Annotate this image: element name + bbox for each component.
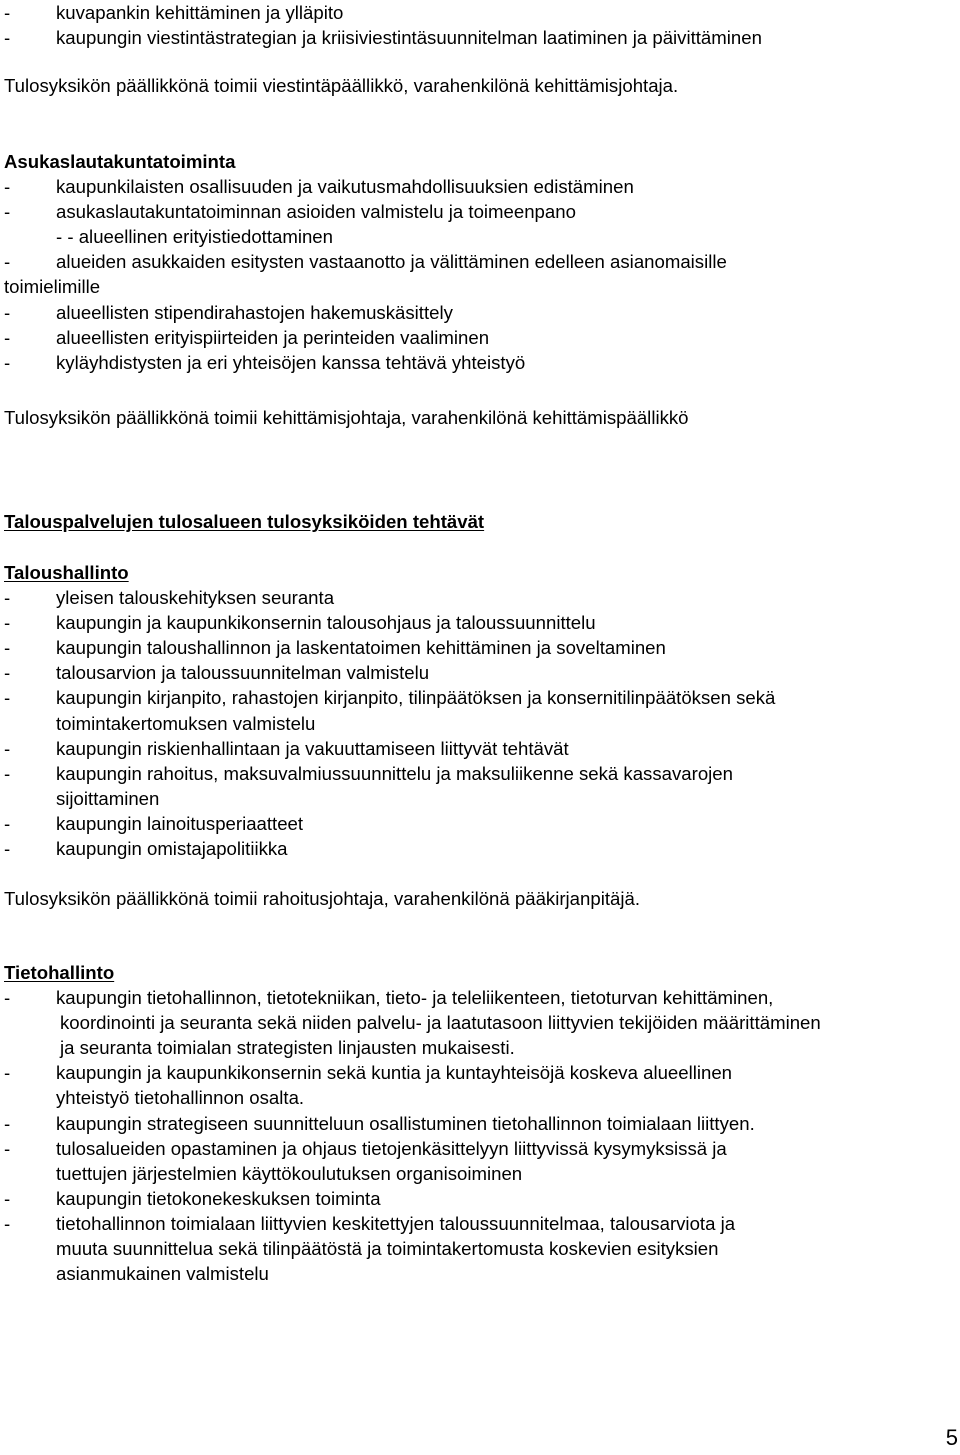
list-dash: -: [4, 2, 11, 23]
list-item-text: kaupungin taloushallinnon ja laskentatoimen kehittäminen ja soveltaminen: [56, 637, 666, 659]
list-dash: -: [4, 27, 11, 49]
list-item-text: kaupungin rahoitus, maksuvalmiussuunnittelu ja maksuliikenne sekä kassavarojen: [56, 762, 733, 784]
page-number: 5: [945, 1425, 958, 1450]
taloushallinto-note: [4, 886, 956, 911]
section-heading: Tietohallinto: [4, 962, 115, 983]
list-item: [4, 174, 956, 199]
list-item-continuation: koordinointi ja seuranta sekä niiden palvelu- ja laatutasoon liittyvien tekijöiden määrittäminen: [60, 1012, 821, 1034]
list-dash: -: [4, 351, 11, 373]
section-title: Talouspalvelujen tulosalueen tulosyksiköiden tehtävät: [4, 511, 485, 532]
list-item-text: alueellisten stipendirahastojen hakemuskäsittely: [56, 301, 453, 323]
list-item-continuation: toimielimille: [4, 276, 101, 298]
list-dash: -: [4, 838, 11, 860]
list-dash: -: [4, 201, 11, 223]
list-dash: -: [4, 987, 11, 1009]
list-item: [4, 1186, 956, 1211]
list-item-text: kaupungin tietohallinnon, tietotekniikan, tieto- ja teleliikenteen, tietoturvan kehittäminen,: [56, 987, 774, 1009]
list-dash: -: [4, 737, 11, 759]
list-item-text: kaupungin riskienhallintaan ja vakuuttamiseen liittyvät tehtävät: [56, 737, 569, 759]
list-dash: -: [4, 326, 11, 348]
list-dash: -: [4, 301, 11, 323]
talous-title-block: [4, 509, 956, 534]
list-item: [4, 1136, 956, 1161]
list-item-text: kaupungin viestintästrategian ja kriisiviestintäsuunnitelman laatiminen ja päivittäminen: [56, 27, 762, 49]
list-item: [4, 1060, 956, 1085]
list-item: [4, 736, 956, 761]
list-dash: -: [4, 1062, 11, 1084]
list-dash: -: [4, 812, 11, 834]
list-item: [4, 635, 956, 660]
section-heading: Asukaslautakuntatoiminta: [4, 151, 236, 172]
list-item-text: kaupungin kirjanpito, rahastojen kirjanpito, tilinpäätöksen ja konsernitilinpäätöksen sekä: [56, 687, 776, 709]
list-item-text: kaupungin ja kaupunkikonsernin talousohjaus ja taloussuunnittelu: [56, 612, 596, 634]
list-dash: -: [4, 251, 11, 273]
list-item-text: alueiden asukkaiden esitysten vastaanotto ja välittäminen edelleen asianomaisille: [56, 251, 727, 273]
list-item: [4, 761, 956, 786]
list-item-text: kyläyhdistysten ja eri yhteisöjen kanssa tehtävä yhteistyö: [56, 351, 526, 373]
list-item-text: asukaslautakuntatoiminnan asioiden valmistelu ja toimeenpano: [56, 201, 576, 223]
list-item-continuation: yhteistyö tietohallinnon osalta.: [56, 1087, 305, 1109]
list-dash: -: [4, 587, 11, 609]
list-dash: -: [4, 687, 11, 709]
list-item: [4, 685, 956, 710]
list-item-text: kuvapankin kehittäminen ja ylläpito: [56, 2, 344, 23]
top-list: [4, 0, 956, 50]
list-dash: -: [4, 662, 11, 684]
taloushallinto-section: [4, 560, 956, 861]
list-item: [4, 610, 956, 635]
list-item: [4, 1211, 956, 1236]
list-dash: -: [4, 1112, 11, 1134]
list-item: [4, 25, 956, 50]
sub-list-item: - - alueellinen erityistiedottaminen: [56, 226, 333, 248]
list-item-continuation: muuta suunnittelua sekä tilinpäätöstä ja toimintakertomusta koskevien esityksien: [56, 1238, 719, 1260]
list-item-text: yleisen talouskehityksen seuranta: [56, 587, 335, 609]
list-item-text: alueellisten erityispiirteiden ja perinteiden vaaliminen: [56, 326, 490, 348]
responsibility-note: Tulosyksikön päällikkönä toimii rahoitusjohtaja, varahenkilönä pääkirjanpitäjä.: [4, 888, 640, 909]
list-item: [4, 585, 956, 610]
list-item: [4, 300, 956, 325]
asukas-note: [4, 405, 956, 430]
list-item: [4, 1111, 956, 1136]
list-item-text: kaupunkilaisten osallisuuden ja vaikutusmahdollisuuksien edistäminen: [56, 176, 634, 198]
list-item-continuation: ja seuranta toimialan strategisten linjausten mukaisesti.: [60, 1037, 515, 1059]
list-item: [4, 350, 956, 375]
list-item: [4, 325, 956, 350]
list-item-continuation: asianmukainen valmistelu: [56, 1263, 269, 1285]
list-item-text: tietohallinnon toimialaan liittyvien keskitettyjen taloussuunnitelmaa, talousarviota ja: [56, 1212, 736, 1234]
asukas-section: [4, 149, 956, 375]
list-item-text: tulosalueiden opastaminen ja ohjaus tietojenkäsittelyyn liittyvissä kysymyksissä ja: [56, 1137, 727, 1159]
list-item-text: talousarvion ja taloussuunnitelman valmistelu: [56, 662, 430, 684]
top-note: [4, 73, 956, 98]
list-item-text: kaupungin lainoitusperiaatteet: [56, 812, 304, 834]
list-item-text: kaupungin omistajapolitiikka: [56, 838, 288, 860]
list-item: [4, 811, 956, 836]
list-item-continuation: toimintakertomuksen valmistelu: [56, 712, 316, 734]
list-item-text: kaupungin tietokonekeskuksen toiminta: [56, 1187, 381, 1209]
section-heading: Taloushallinto: [4, 562, 129, 583]
list-item-continuation: sijoittaminen: [56, 787, 160, 809]
list-item-text: kaupungin strategiseen suunnitteluun osallistuminen tietohallinnon toimialaan liittyen.: [56, 1112, 755, 1134]
list-item: [4, 836, 956, 861]
list-dash: -: [4, 1187, 11, 1209]
responsibility-note: Tulosyksikön päällikkönä toimii viestintäpäällikkö, varahenkilönä kehittämisjohtaja.: [4, 75, 679, 96]
list-dash: -: [4, 637, 11, 659]
list-dash: -: [4, 612, 11, 634]
list-dash: -: [4, 1212, 11, 1234]
list-item-continuation: tuettujen järjestelmien käyttökoulutuksen organisoiminen: [56, 1162, 523, 1184]
list-dash: -: [4, 1137, 11, 1159]
tietohallinto-section: [4, 960, 956, 1286]
list-item: [4, 660, 956, 685]
responsibility-note: Tulosyksikön päällikkönä toimii kehittämisjohtaja, varahenkilönä kehittämispäällikkö: [4, 407, 689, 428]
list-dash: -: [4, 762, 11, 784]
list-item: [4, 985, 956, 1010]
list-dash: -: [4, 176, 11, 198]
list-item-text: kaupungin ja kaupunkikonsernin sekä kuntia ja kuntayhteisöjä koskeva alueellinen: [56, 1062, 733, 1084]
list-item: [4, 199, 956, 224]
list-item: [4, 0, 956, 25]
list-item: [4, 249, 956, 274]
